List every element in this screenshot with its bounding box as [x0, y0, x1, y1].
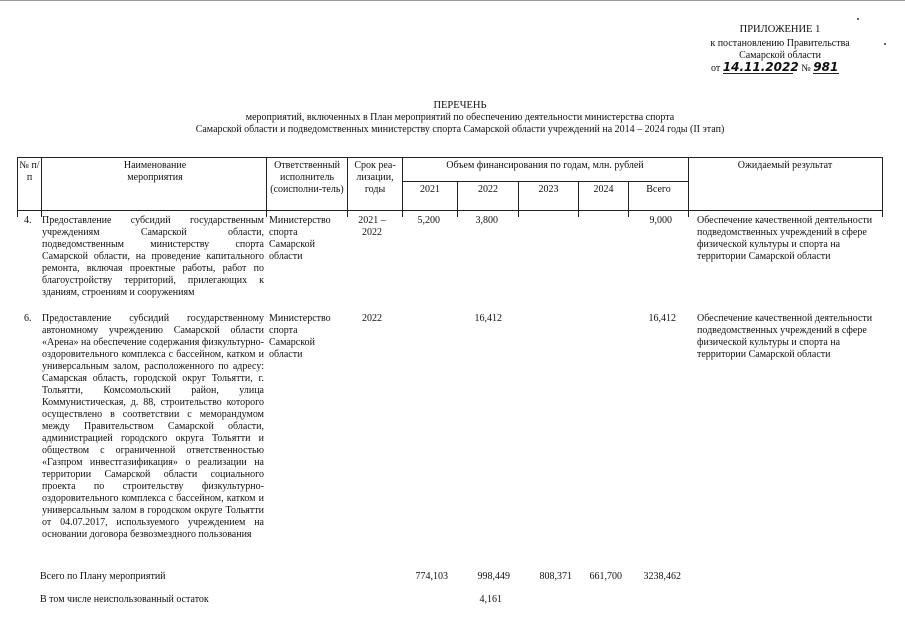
row-result: Обеспечение качественной деятельности подведомственных учреждений в сфере физической культуры и спорта на территории Самарской области [697, 313, 873, 360]
unused-2022: 4,161 [479, 594, 502, 605]
row-total: 9,000 [649, 215, 672, 226]
header-year-2022: 2022 [478, 184, 498, 195]
from-label: от [711, 63, 721, 74]
header-funding: Объем финансирования по годам, млн. рублей [446, 160, 644, 171]
totals-2024: 661,700 [589, 571, 622, 582]
header-year-2021: 2021 [420, 184, 440, 195]
document-title: ПЕРЕЧЕНЬ [433, 100, 487, 111]
table-header-bottom-border [17, 210, 882, 211]
row-value-2022: 16,412 [474, 313, 502, 324]
col-divider [882, 157, 883, 217]
header-executor: Ответственный исполнитель (соисполни-тель) [270, 160, 344, 195]
row-executor: Министерство спорта Самарской области [269, 215, 331, 262]
row-term: 2022 [362, 313, 382, 324]
col-divider [41, 157, 42, 217]
row-value-2022: 3,800 [475, 215, 498, 226]
col-divider [688, 157, 689, 217]
header-year-2024: 2024 [593, 184, 614, 195]
appendix-line1: к постановлению Правительства [710, 38, 850, 49]
row-name: Предоставление субсидий государственным учреждениям Самарской области, подведомственным министерству спорта Самарской области, на проведение капитального ремонта, включая проектные работы, работ по благоустройству территорий, прилегающих к зданиям, строениям и сооружениям [42, 215, 264, 298]
totals-label: Всего по Плану мероприятий [40, 571, 166, 582]
col-divider [266, 157, 267, 217]
header-result: Ожидаемый результат [737, 160, 833, 171]
appendix-line2: Самарской области [739, 50, 821, 61]
row-value-2021: 5,200 [417, 215, 440, 226]
scan-speck [857, 18, 859, 20]
appendix-title: ПРИЛОЖЕНИЕ 1 [739, 24, 821, 35]
scan-speck [884, 43, 886, 45]
table-top-border [17, 157, 882, 158]
row-executor: Министерство спорта Самарской области [269, 313, 331, 360]
number-label: № [801, 63, 811, 74]
row-number: 4. [24, 215, 32, 226]
document-subtitle-2: Самарской области и подведомственных министерству спорта Самарской области учреждений на 2014 – 2024 годы (II этап) [195, 124, 725, 135]
unused-label: В том числе неиспользованный остаток [40, 594, 209, 605]
totals-2023: 808,371 [539, 571, 572, 582]
header-year-2023: 2023 [538, 184, 559, 195]
document-subtitle-1: мероприятий, включенных в План мероприятий по обеспечению деятельности министерства спорта [245, 112, 675, 123]
totals-2022: 998,449 [477, 571, 510, 582]
header-num: № п/п [19, 160, 40, 183]
appendix-date-line [711, 61, 851, 75]
col-divider [347, 157, 348, 217]
row-result: Обеспечение качественной деятельности подведомственных учреждений в сфере физической культуры и спорта на территории Самарской области [697, 215, 873, 262]
totals-sum: 3238,462 [643, 571, 681, 582]
row-number: 6. [24, 313, 32, 324]
totals-2021: 774,103 [415, 571, 448, 582]
funding-subheader-border [402, 181, 688, 182]
row-term: 2021 – 2022 [358, 215, 386, 238]
row-total: 16,412 [648, 313, 676, 324]
scan-edge-line [0, 0, 905, 1]
row-name: Предоставление субсидий государственному автономному учреждению Самарской области «Арена» на обеспечение содержания физкультурно-оздоровительного комплекса с бассейном, катком и универсальным залом, расположенного по адресу: Самарская область, городской округ Тольятти, г. Тольятти, Комсомольский район, улица Коммунистическая, д. 88, строительство которого осуществлено в соответствии с меморандумом между Правительством Самарской области, администрацией городского округа Тольятти и обществом с ограниченной ответственностью «Газпром инвестгазификация» о реализации на территории Самарской области социального проекта по строительству физкультурно-оздоровительного комплекса с бассейном, катком и универсальным залом в городском округе Тольятти от 04.07.2017, используемого учреждением на основании договора безвозмездного пользования [42, 313, 264, 540]
header-name: Наименование мероприятия [123, 160, 187, 183]
number-handwritten: 981 [813, 60, 839, 74]
header-total: Всего [646, 184, 671, 195]
date-handwritten: 14.11.2022 [722, 60, 799, 74]
header-term: Срок реа-лизации, годы [354, 160, 396, 195]
